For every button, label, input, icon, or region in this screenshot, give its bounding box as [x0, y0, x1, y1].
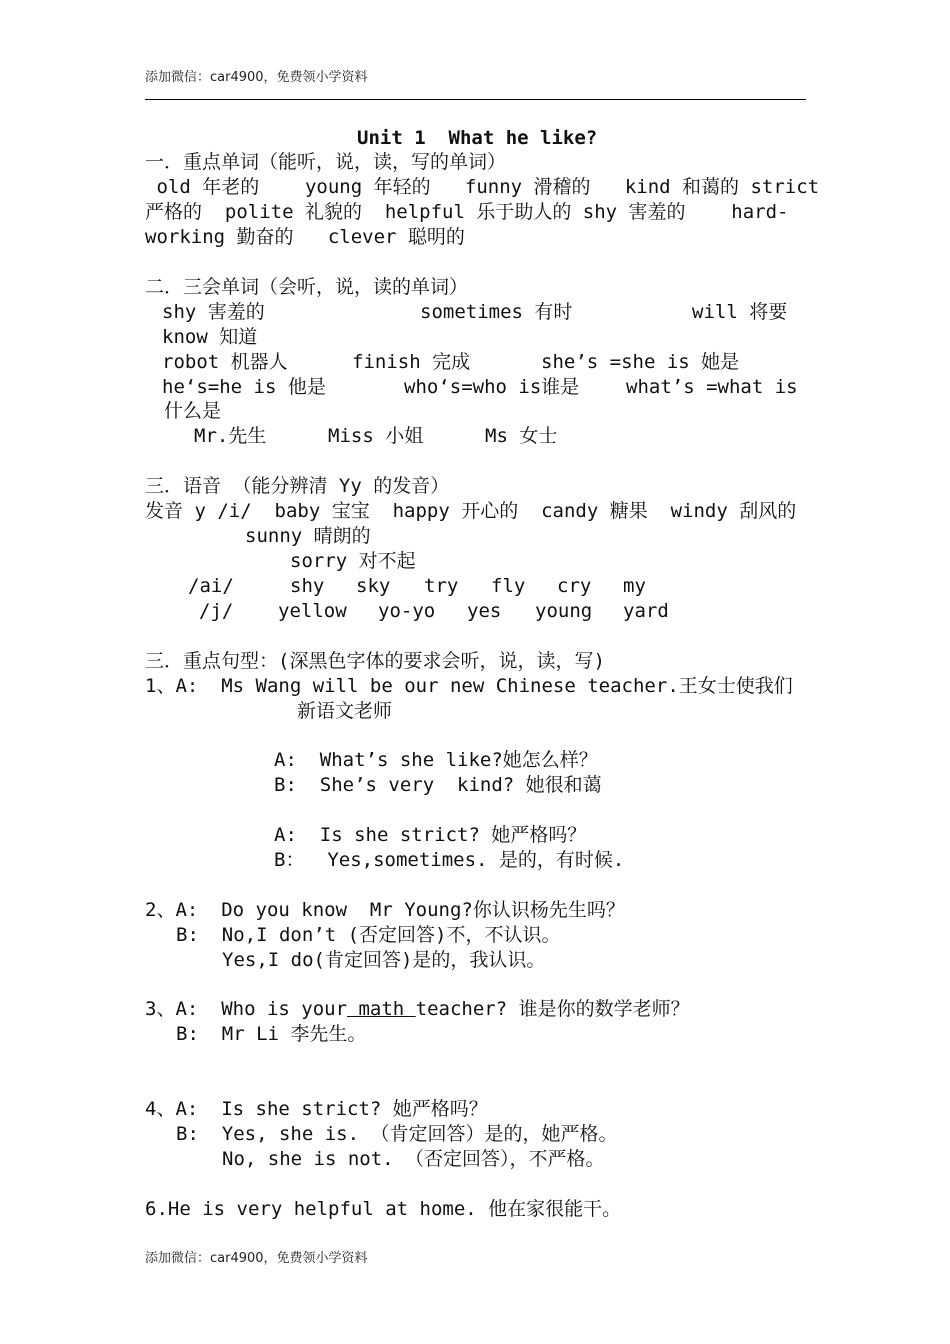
- word-shes: she’s =she is 她是: [541, 351, 740, 373]
- word-fly: fly: [491, 575, 526, 597]
- word-my: my: [623, 575, 646, 597]
- dialogue4-line1: 4、A: Is she strict? 她严格吗？: [145, 1098, 488, 1120]
- dialogue3-underlined: math: [347, 998, 416, 1020]
- dialogue3-pre: 3、A: Who is your: [145, 998, 348, 1020]
- section1-line3: working 勤奋的 clever 聪明的: [145, 226, 465, 248]
- footer-note: 添加微信：car4900，免费领小学资料: [145, 1251, 368, 1266]
- section3-line3: sorry 对不起: [290, 550, 416, 572]
- dialogue3-post: teacher? 谁是你的数学老师？: [415, 998, 690, 1020]
- word-whos: who‘s=who is谁是: [404, 376, 580, 398]
- word-shy-ai: shy: [290, 575, 325, 597]
- section1-line1: old 年老的 young 年轻的 funny 滑稽的 kind 和蔼的 strict: [145, 176, 820, 198]
- word-will: will 将要: [692, 301, 788, 323]
- phonics-j-label: /j/: [199, 600, 234, 622]
- dialogue1-line3: A: What’s she like?她怎么样？: [274, 749, 598, 771]
- word-sky: sky: [356, 575, 391, 597]
- section2-heading: 二．三会单词（会听，说，读的单词）: [145, 276, 469, 298]
- word-yellow: yellow: [278, 600, 347, 622]
- word-yard: yard: [623, 600, 669, 622]
- dialogue2-line2: B: No,I don’t (否定回答)不，不认识。: [176, 924, 561, 946]
- word-yoyo: yo-yo: [378, 600, 436, 622]
- header-rule: [145, 99, 806, 100]
- word-shy: shy 害羞的: [162, 301, 265, 323]
- section3-line1: 发音 y /i/ baby 宝宝 happy 开心的 candy 糖果 windy 刮风的: [145, 500, 797, 522]
- dialogue4-line2: B: Yes, she is. （肯定回答）是的，她严格。: [176, 1123, 618, 1145]
- word-finish: finish 完成: [352, 351, 471, 373]
- word-cry: cry: [557, 575, 592, 597]
- word-ms: Ms 女士: [485, 425, 558, 447]
- dialogue1-line5: A: Is she strict? 她严格吗？: [274, 824, 587, 846]
- dialogue4-line3: No, she is not. （否定回答），不严格。: [222, 1148, 605, 1170]
- section1-heading: 一．重点单词（能听，说，读，写的单词）: [145, 151, 507, 173]
- sentence-6: 6.He is very helpful at home. 他在家很能干。: [145, 1198, 622, 1220]
- dialogue2-line1: 2、A: Do you know Mr Young?你认识杨先生吗？: [145, 899, 625, 921]
- word-robot: robot 机器人: [162, 351, 288, 373]
- section3-line2: sunny 晴朗的: [245, 525, 371, 547]
- dialogue1-line4: B: She’s very kind? 她很和蔼: [274, 774, 602, 796]
- word-hes: he‘s=he is 他是: [162, 376, 326, 398]
- section1-line2: 严格的 polite 礼貌的 helpful 乐于助人的 shy 害羞的 hard-: [145, 201, 789, 223]
- word-young: young: [535, 600, 593, 622]
- dialogue3-line2: B: Mr Li 李先生。: [176, 1023, 367, 1045]
- dialogue1-line6: B： Yes,sometimes. 是的，有时候.: [274, 849, 625, 871]
- dialogue1-line2: 新语文老师: [297, 700, 393, 722]
- word-whats: what’s =what is: [626, 376, 798, 398]
- section4-heading: 三．重点句型：(深黑色字体的要求会听，说，读，写): [145, 650, 605, 672]
- header-note: 添加微信：car4900，免费领小学资料: [145, 70, 368, 85]
- dialogue1-line1: 1、A: Ms Wang will be our new Chinese teacher.王女士使我们: [145, 675, 793, 697]
- word-know: know 知道: [162, 326, 258, 348]
- word-mr: Mr.先生: [194, 425, 267, 447]
- section3-heading: 三．语音 （能分辨清 Yy 的发音）: [145, 475, 450, 497]
- word-yes: yes: [467, 600, 502, 622]
- page-title: Unit 1 What he like?: [357, 127, 598, 149]
- dialogue3-line1: [145, 997, 690, 1021]
- word-whats-meaning: 什么是: [164, 400, 222, 422]
- phonics-ai-label: /ai/: [188, 575, 234, 597]
- dialogue2-line3: Yes,I do(肯定回答)是的，我认识。: [222, 949, 546, 971]
- word-sometimes: sometimes 有时: [420, 301, 573, 323]
- word-try: try: [424, 575, 459, 597]
- word-miss: Miss 小姐: [328, 425, 424, 447]
